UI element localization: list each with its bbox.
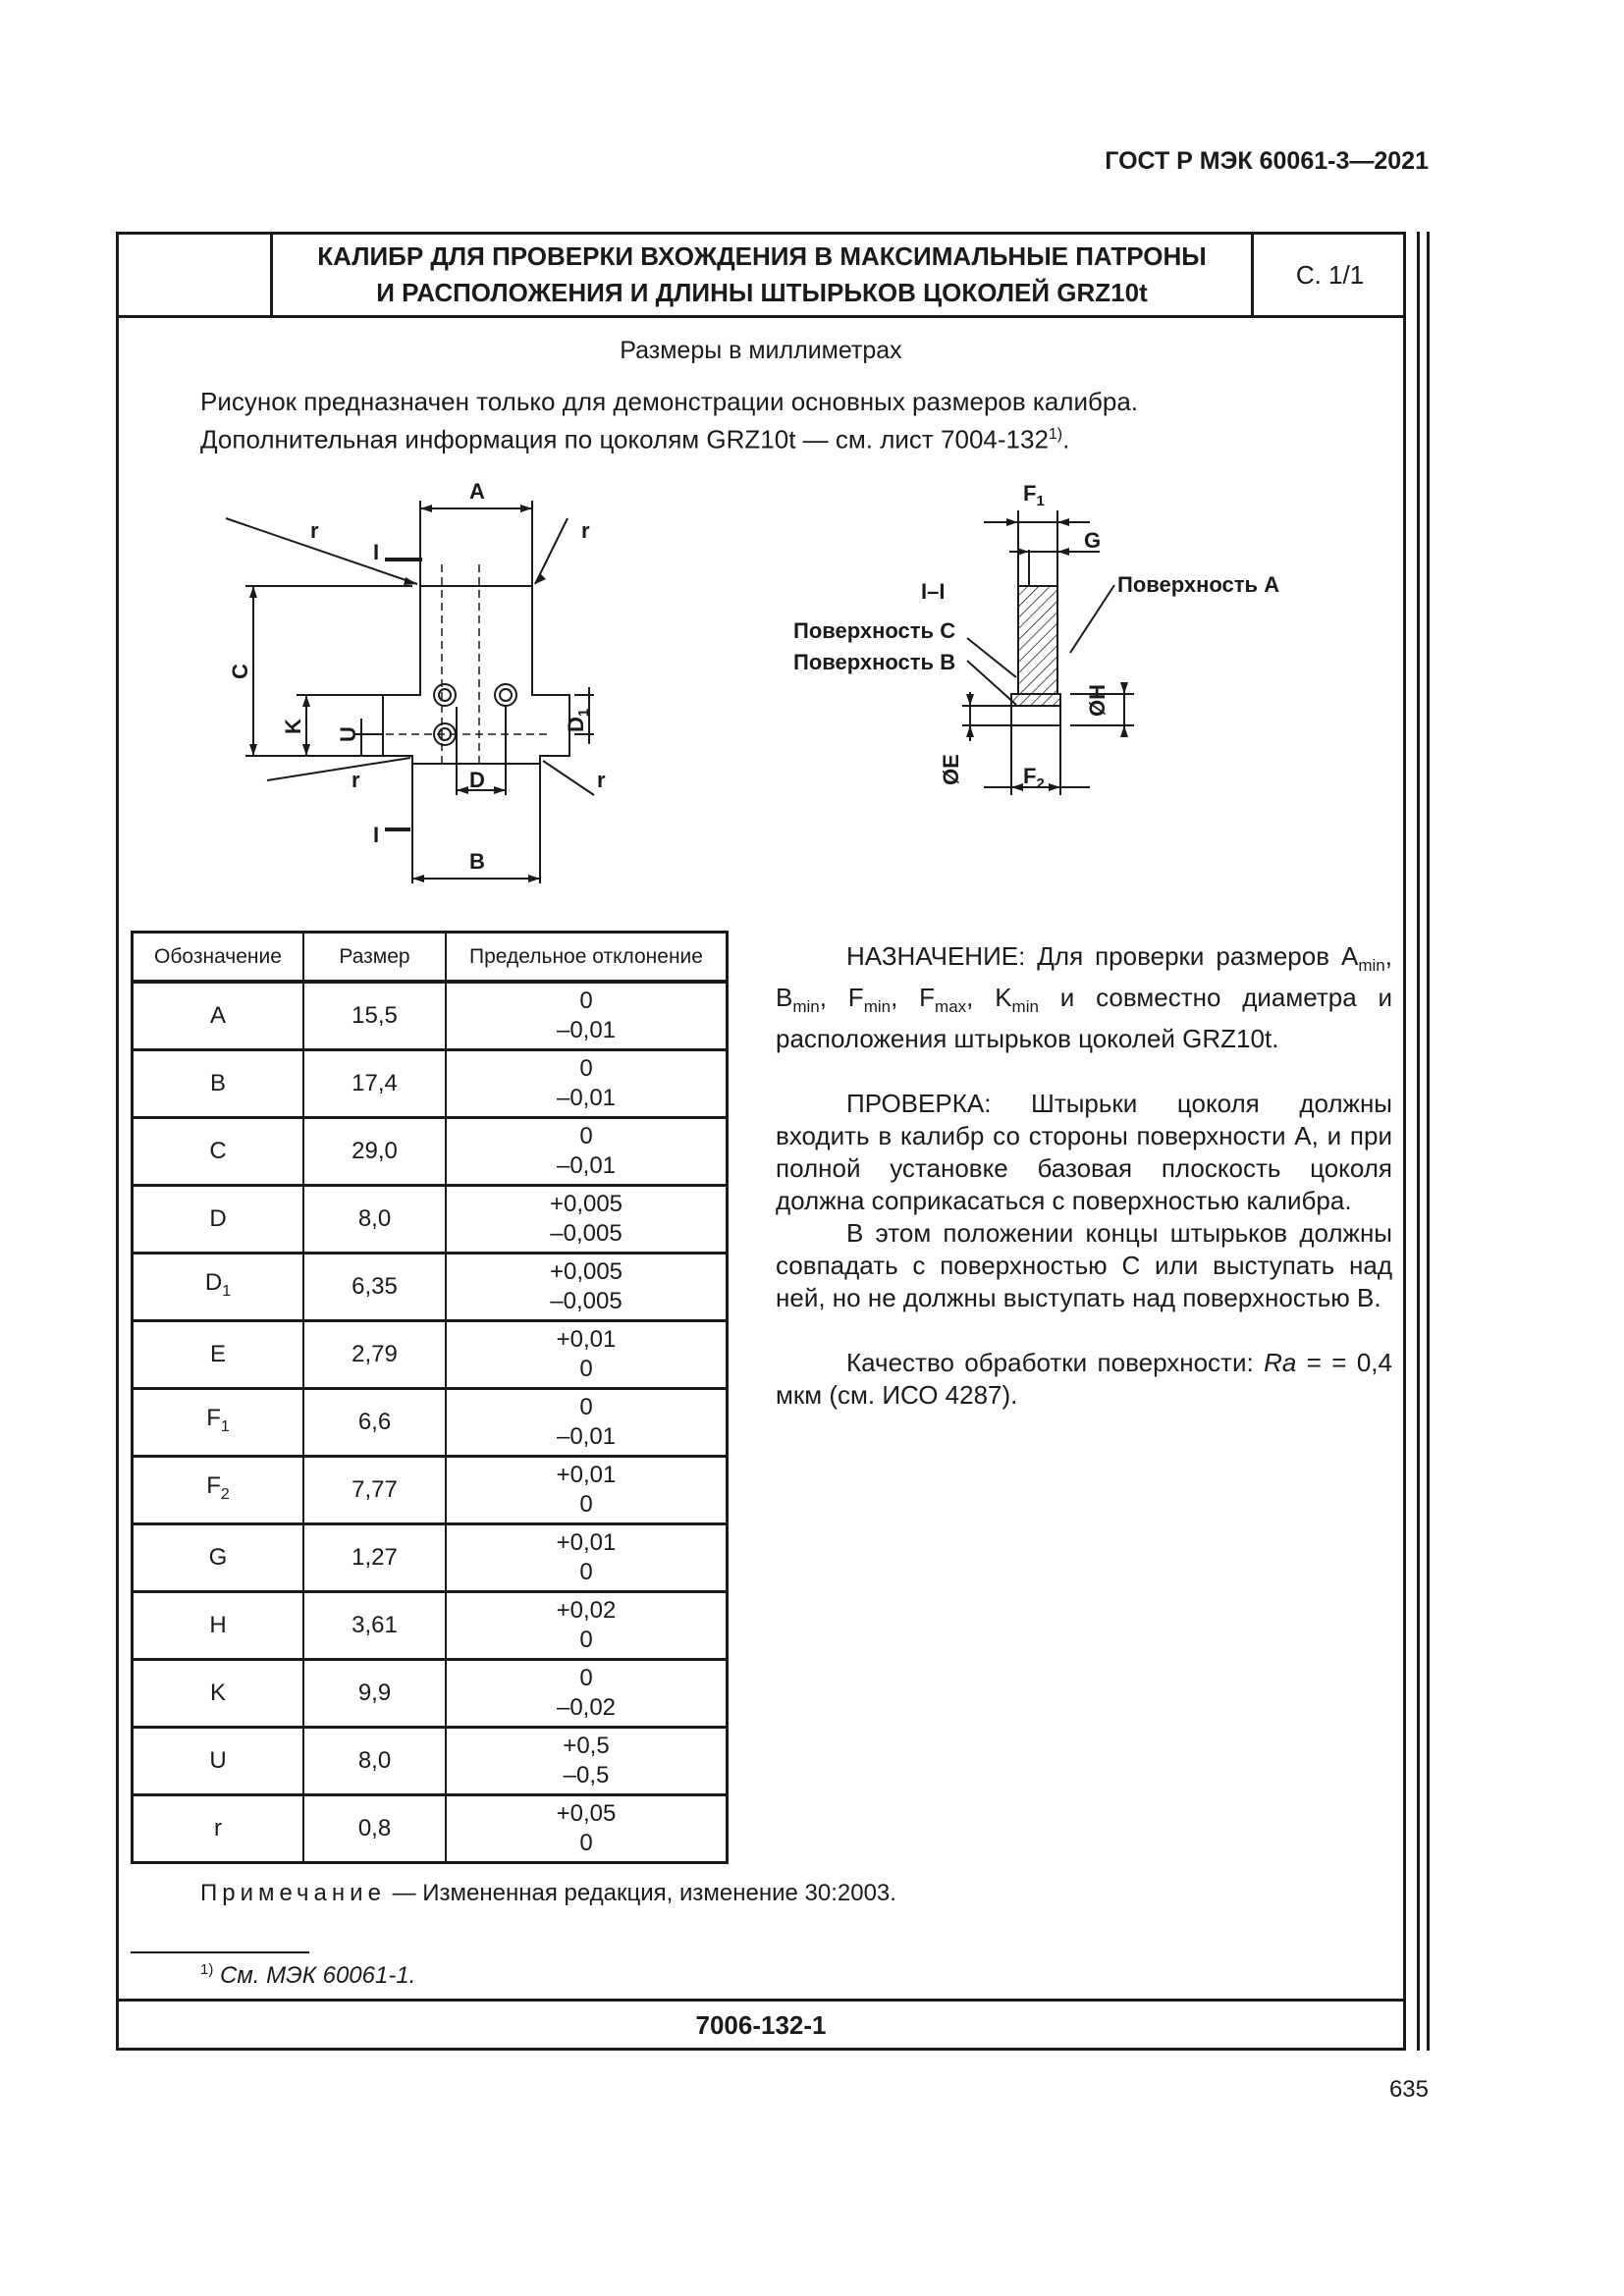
cell-tolerance: +0,02 0 xyxy=(446,1592,728,1660)
intro-line-1: Рисунок предназначен только для демонстрации основных размеров калибра. xyxy=(200,387,1139,416)
cell-size: 6,35 xyxy=(303,1254,446,1321)
table-row xyxy=(133,1186,728,1254)
table-row xyxy=(133,1592,728,1660)
dim-label-e: ØE xyxy=(939,754,963,785)
cell-size: 17,4 xyxy=(303,1050,446,1118)
title-line-1: КАЛИБР ДЛЯ ПРОВЕРКИ ВХОЖДЕНИЯ В МАКСИМАЛЬНЫЕ ПАТРОНЫ xyxy=(317,241,1207,271)
cell-tolerance: +0,01 0 xyxy=(446,1321,728,1389)
table-row xyxy=(133,1389,728,1457)
radius-label: r xyxy=(310,518,319,543)
intro-text xyxy=(200,385,1359,456)
units-caption: Размеры в миллиметрах xyxy=(620,337,902,364)
cell-symbol: r xyxy=(133,1795,304,1863)
footnote-rule xyxy=(131,1951,309,1953)
dim-label-a: A xyxy=(469,479,485,504)
cell-symbol: G xyxy=(133,1524,304,1592)
cell-size: 29,0 xyxy=(303,1118,446,1186)
dim-label-k: K xyxy=(281,719,305,734)
radius-label: r xyxy=(352,768,360,792)
table-row xyxy=(133,1457,728,1524)
cell-symbol: H xyxy=(133,1592,304,1660)
intro-line-2: Дополнительная информация по цоколям GRZ10t — см. лист 7004-132$^{1)}$. xyxy=(200,424,1070,454)
footnote: $^{1)}$ См. МЭК 60061-1. xyxy=(200,1961,416,1989)
cell-tolerance: +0,01 0 xyxy=(446,1457,728,1524)
dim-label-g: G xyxy=(1084,528,1102,553)
cell-size: 0,8 xyxy=(303,1795,446,1863)
cell-tolerance: +0,005 –0,005 xyxy=(446,1254,728,1321)
cell-size: 15,5 xyxy=(303,982,446,1050)
cell-size: 8,0 xyxy=(303,1728,446,1795)
dim-label-h: ØH xyxy=(1085,684,1110,717)
surface-a-label: Поверхность A xyxy=(1117,572,1280,597)
cell-size: 7,77 xyxy=(303,1457,446,1524)
quality-paragraph: Качество обработки поверхности: Ra = = 0,4 мкм (см. ИСО 4287). xyxy=(776,1348,1392,1411)
cell-symbol: E xyxy=(133,1321,304,1389)
cell-size: 9,9 xyxy=(303,1660,446,1728)
cell-tolerance: +0,5 –0,5 xyxy=(446,1728,728,1795)
radius-label: r xyxy=(597,768,606,792)
cell-size: 2,79 xyxy=(303,1321,446,1389)
cell-symbol: $D_1$ xyxy=(133,1254,304,1321)
dim-label-c: C xyxy=(228,664,252,679)
dim-label-f1: $F_1$ xyxy=(1023,481,1045,509)
cell-tolerance: 0 –0,01 xyxy=(446,1389,728,1457)
dim-label-b: B xyxy=(469,849,485,874)
dim-label-d1: $D_1$ xyxy=(564,708,592,732)
cell-symbol: $F_2$ xyxy=(133,1457,304,1524)
col-header-symbol: Обозначение xyxy=(133,933,304,983)
table-row xyxy=(133,1050,728,1118)
table-header-row xyxy=(133,933,728,983)
col-header-size: Размер xyxy=(303,933,446,983)
cell-symbol: C xyxy=(133,1118,304,1186)
cell-symbol: U xyxy=(133,1728,304,1795)
dimensions-table xyxy=(131,931,729,1864)
check-paragraph-1: ПРОВЕРКА: Штырьки цоколя должны входить в калибр со стороны поверхности A, и при полной установке базовая плоскость цоколя должна соприкасаться с поверхностью калибра. xyxy=(776,1089,1392,1216)
cell-symbol: A xyxy=(133,982,304,1050)
col-header-tolerance: Предельное отклонение xyxy=(446,933,728,983)
sheet-title xyxy=(270,232,1254,318)
table-row xyxy=(133,1795,728,1863)
radius-label: r xyxy=(581,518,590,543)
table-row xyxy=(133,1728,728,1795)
check-paragraph-2: В этом положении концы штырьков должны совпадать с поверхностью C или выступать над ней, но не должны выступать над поверхностью B. xyxy=(776,1218,1392,1313)
right-text-block xyxy=(776,940,1392,1412)
frame-double-rule xyxy=(1427,232,1430,2051)
cell-symbol: K xyxy=(133,1660,304,1728)
dim-label-d: D xyxy=(469,768,485,792)
section-label: I–I xyxy=(921,579,946,604)
table-row xyxy=(133,1118,728,1186)
table-row xyxy=(133,1524,728,1592)
dim-label-f2: $F_2$ xyxy=(1023,764,1045,792)
cell-symbol: D xyxy=(133,1186,304,1254)
cell-tolerance: +0,005 –0,005 xyxy=(446,1186,728,1254)
table-row xyxy=(133,1321,728,1389)
sheet-number: 7006-132-1 xyxy=(695,2010,827,2040)
table-row xyxy=(133,1660,728,1728)
section-mark: I xyxy=(373,540,380,564)
sheet-index: С. 1/1 xyxy=(1295,259,1365,290)
surface-c-label: Поверхность C xyxy=(793,618,956,643)
cell-tolerance: +0,05 0 xyxy=(446,1795,728,1863)
surface-b-label: Поверхность B xyxy=(793,650,956,674)
table-row xyxy=(133,982,728,1050)
gauge-section-view-drawing xyxy=(776,471,1326,825)
cell-size: 3,61 xyxy=(303,1592,446,1660)
cell-size: 8,0 xyxy=(303,1186,446,1254)
frame-double-rule xyxy=(1417,232,1420,2051)
cell-size: 6,6 xyxy=(303,1389,446,1457)
cell-symbol: B xyxy=(133,1050,304,1118)
cell-tolerance: 0 –0,01 xyxy=(446,1050,728,1118)
cell-tolerance: 0 –0,01 xyxy=(446,1118,728,1186)
standard-designation: ГОСТ Р МЭК 60061-3—2021 xyxy=(1105,147,1429,175)
cell-tolerance: 0 –0,01 xyxy=(446,982,728,1050)
note: Примечание — Измененная редакция, изменение 30:2003. xyxy=(200,1880,896,1906)
title-line-2: И РАСПОЛОЖЕНИЯ И ДЛИНЫ ШТЫРЬКОВ ЦОКОЛЕЙ GRZ10t xyxy=(376,278,1148,307)
bottom-rule xyxy=(116,1999,1406,2002)
cell-symbol: $F_1$ xyxy=(133,1389,304,1457)
page-number: 635 xyxy=(1388,2076,1429,2103)
gauge-front-view-drawing xyxy=(216,471,628,893)
cell-size: 1,27 xyxy=(303,1524,446,1592)
cell-tolerance: +0,01 0 xyxy=(446,1524,728,1592)
purpose-paragraph: НАЗНАЧЕНИЕ: Для проверки размеров $A_{min}$, $B_{min}$, $F_{min}$, $F_{max}$, $K_{min}$ и совместно диаметра и расположения штырьков цоколей GRZ10t. xyxy=(776,941,1393,1054)
table-row xyxy=(133,1254,728,1321)
dim-label-u: U xyxy=(336,726,360,742)
cell-tolerance: 0 –0,02 xyxy=(446,1660,728,1728)
section-mark: I xyxy=(373,823,380,847)
